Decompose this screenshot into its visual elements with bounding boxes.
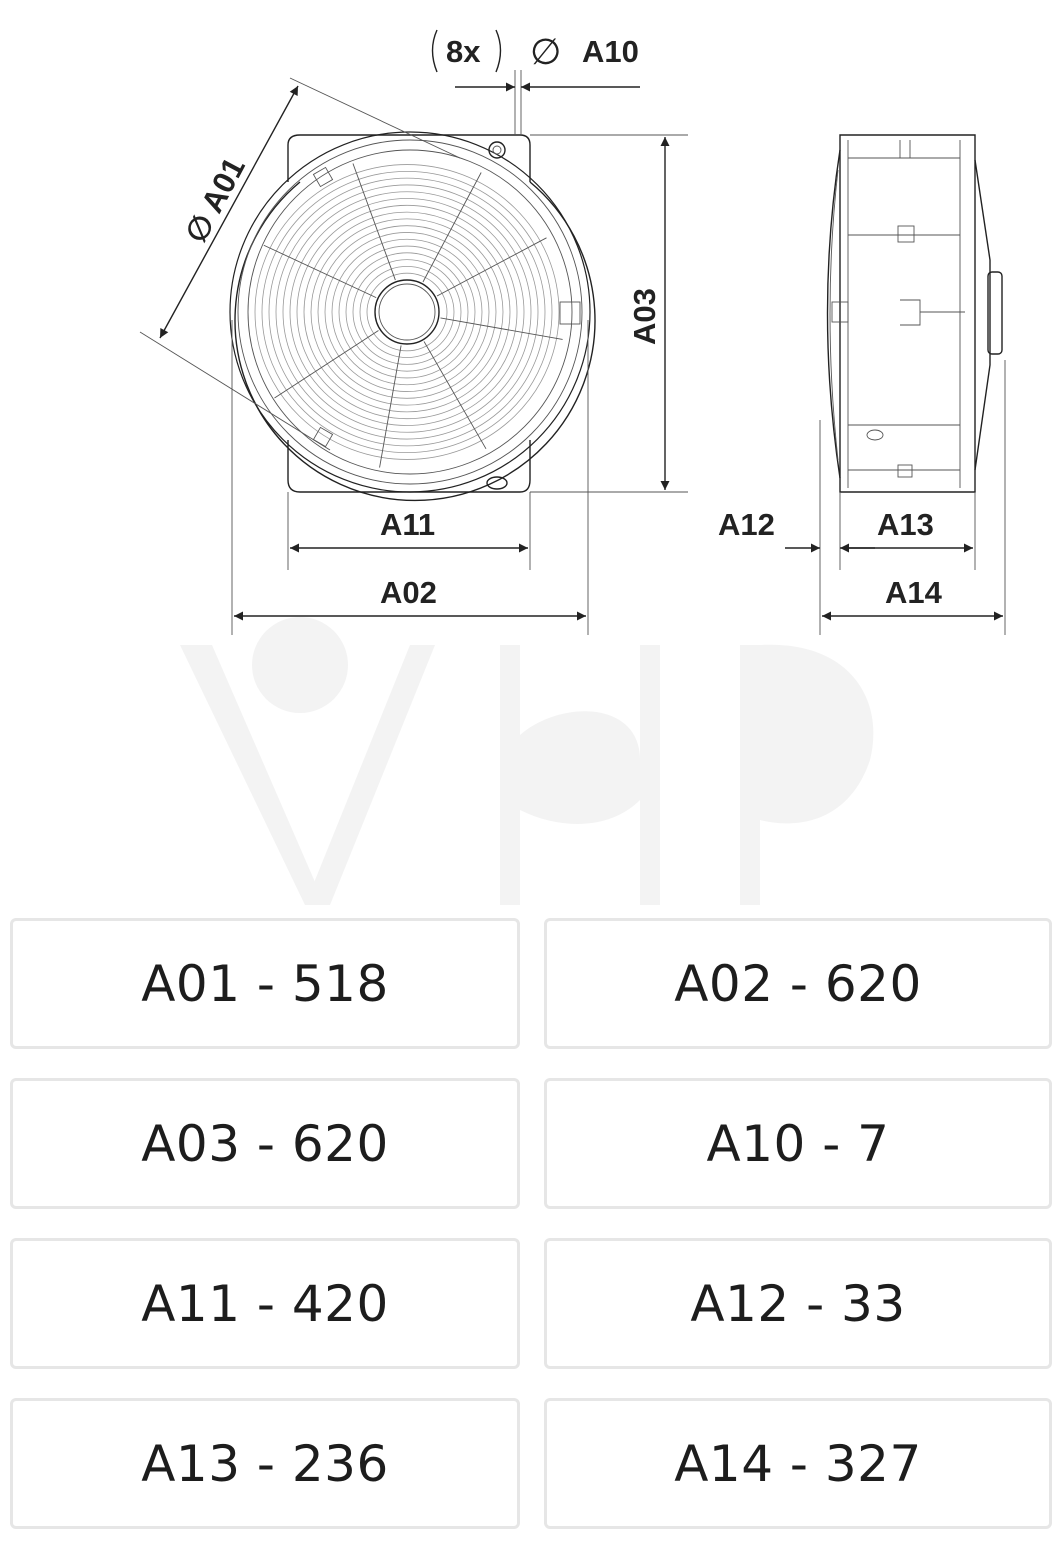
grille-spoke: [353, 164, 395, 281]
dimension-value: A11 - 420: [141, 1274, 389, 1333]
grille-ring: [346, 253, 468, 371]
dimension-cell-a12: [544, 1238, 1052, 1369]
dimension-value: A10 - 7: [706, 1114, 890, 1173]
grille-ring: [297, 205, 517, 418]
grille-spoke: [424, 341, 486, 448]
grille-ring: [311, 219, 503, 405]
grille-ring: [318, 226, 496, 399]
dimension-cell-a13: [10, 1398, 520, 1529]
dimension-a03: [530, 135, 688, 492]
dimension-value: A02 - 620: [674, 954, 922, 1013]
front-view: [230, 132, 595, 500]
dimension-cell-a11: [10, 1238, 520, 1369]
label-count: 8x: [446, 34, 481, 69]
grille-spoke: [423, 172, 481, 281]
label-a10: A10: [582, 34, 639, 69]
dimension-cell-a10: [544, 1078, 1052, 1209]
dimension-a12: [718, 420, 875, 635]
dimension-a11: [288, 492, 530, 570]
label-a11: A11: [380, 507, 436, 542]
watermark-logo: [180, 617, 873, 905]
grille-ring: [255, 165, 559, 460]
grille-spoke: [264, 245, 376, 297]
label-a14: A14: [885, 575, 942, 610]
side-view: [828, 135, 1003, 492]
grille-rings: [255, 165, 559, 460]
label-a03: A03: [627, 288, 662, 345]
diameter-symbol: ∅: [530, 31, 562, 72]
grille-ring: [339, 246, 475, 378]
grille-spoke: [380, 345, 402, 467]
dimension-a10: [433, 30, 641, 135]
label-a01: ∅ A01: [178, 151, 252, 249]
grille-ring: [283, 192, 531, 433]
dimension-value: A12 - 33: [690, 1274, 906, 1333]
dimension-cell-a02: [544, 918, 1052, 1049]
grille-ring: [262, 171, 552, 452]
dimension-value: A13 - 236: [141, 1434, 389, 1493]
dimension-cell-a01: [10, 918, 520, 1049]
dimension-table: [10, 918, 1052, 1529]
label-a13: A13: [877, 507, 934, 542]
dimension-a01: [140, 78, 460, 450]
dimension-cell-a14: [544, 1398, 1052, 1529]
grille-ring: [276, 185, 538, 439]
dimension-a13: [842, 492, 975, 570]
label-a12: A12: [718, 507, 775, 542]
dimension-a14: [822, 360, 1005, 635]
dimension-value: A01 - 518: [141, 954, 389, 1013]
grille-ring: [332, 239, 482, 385]
dimension-value: A03 - 620: [141, 1114, 389, 1173]
grille-ring: [304, 212, 510, 412]
grille-ring: [353, 260, 461, 365]
label-a02: A02: [380, 575, 437, 610]
grille-ring: [325, 232, 489, 391]
dimension-cell-a03: [10, 1078, 520, 1209]
grille-ring: [269, 178, 545, 446]
dimension-a02: [232, 320, 588, 635]
dimension-value: A14 - 327: [674, 1434, 922, 1493]
grille-spoke: [274, 331, 378, 399]
